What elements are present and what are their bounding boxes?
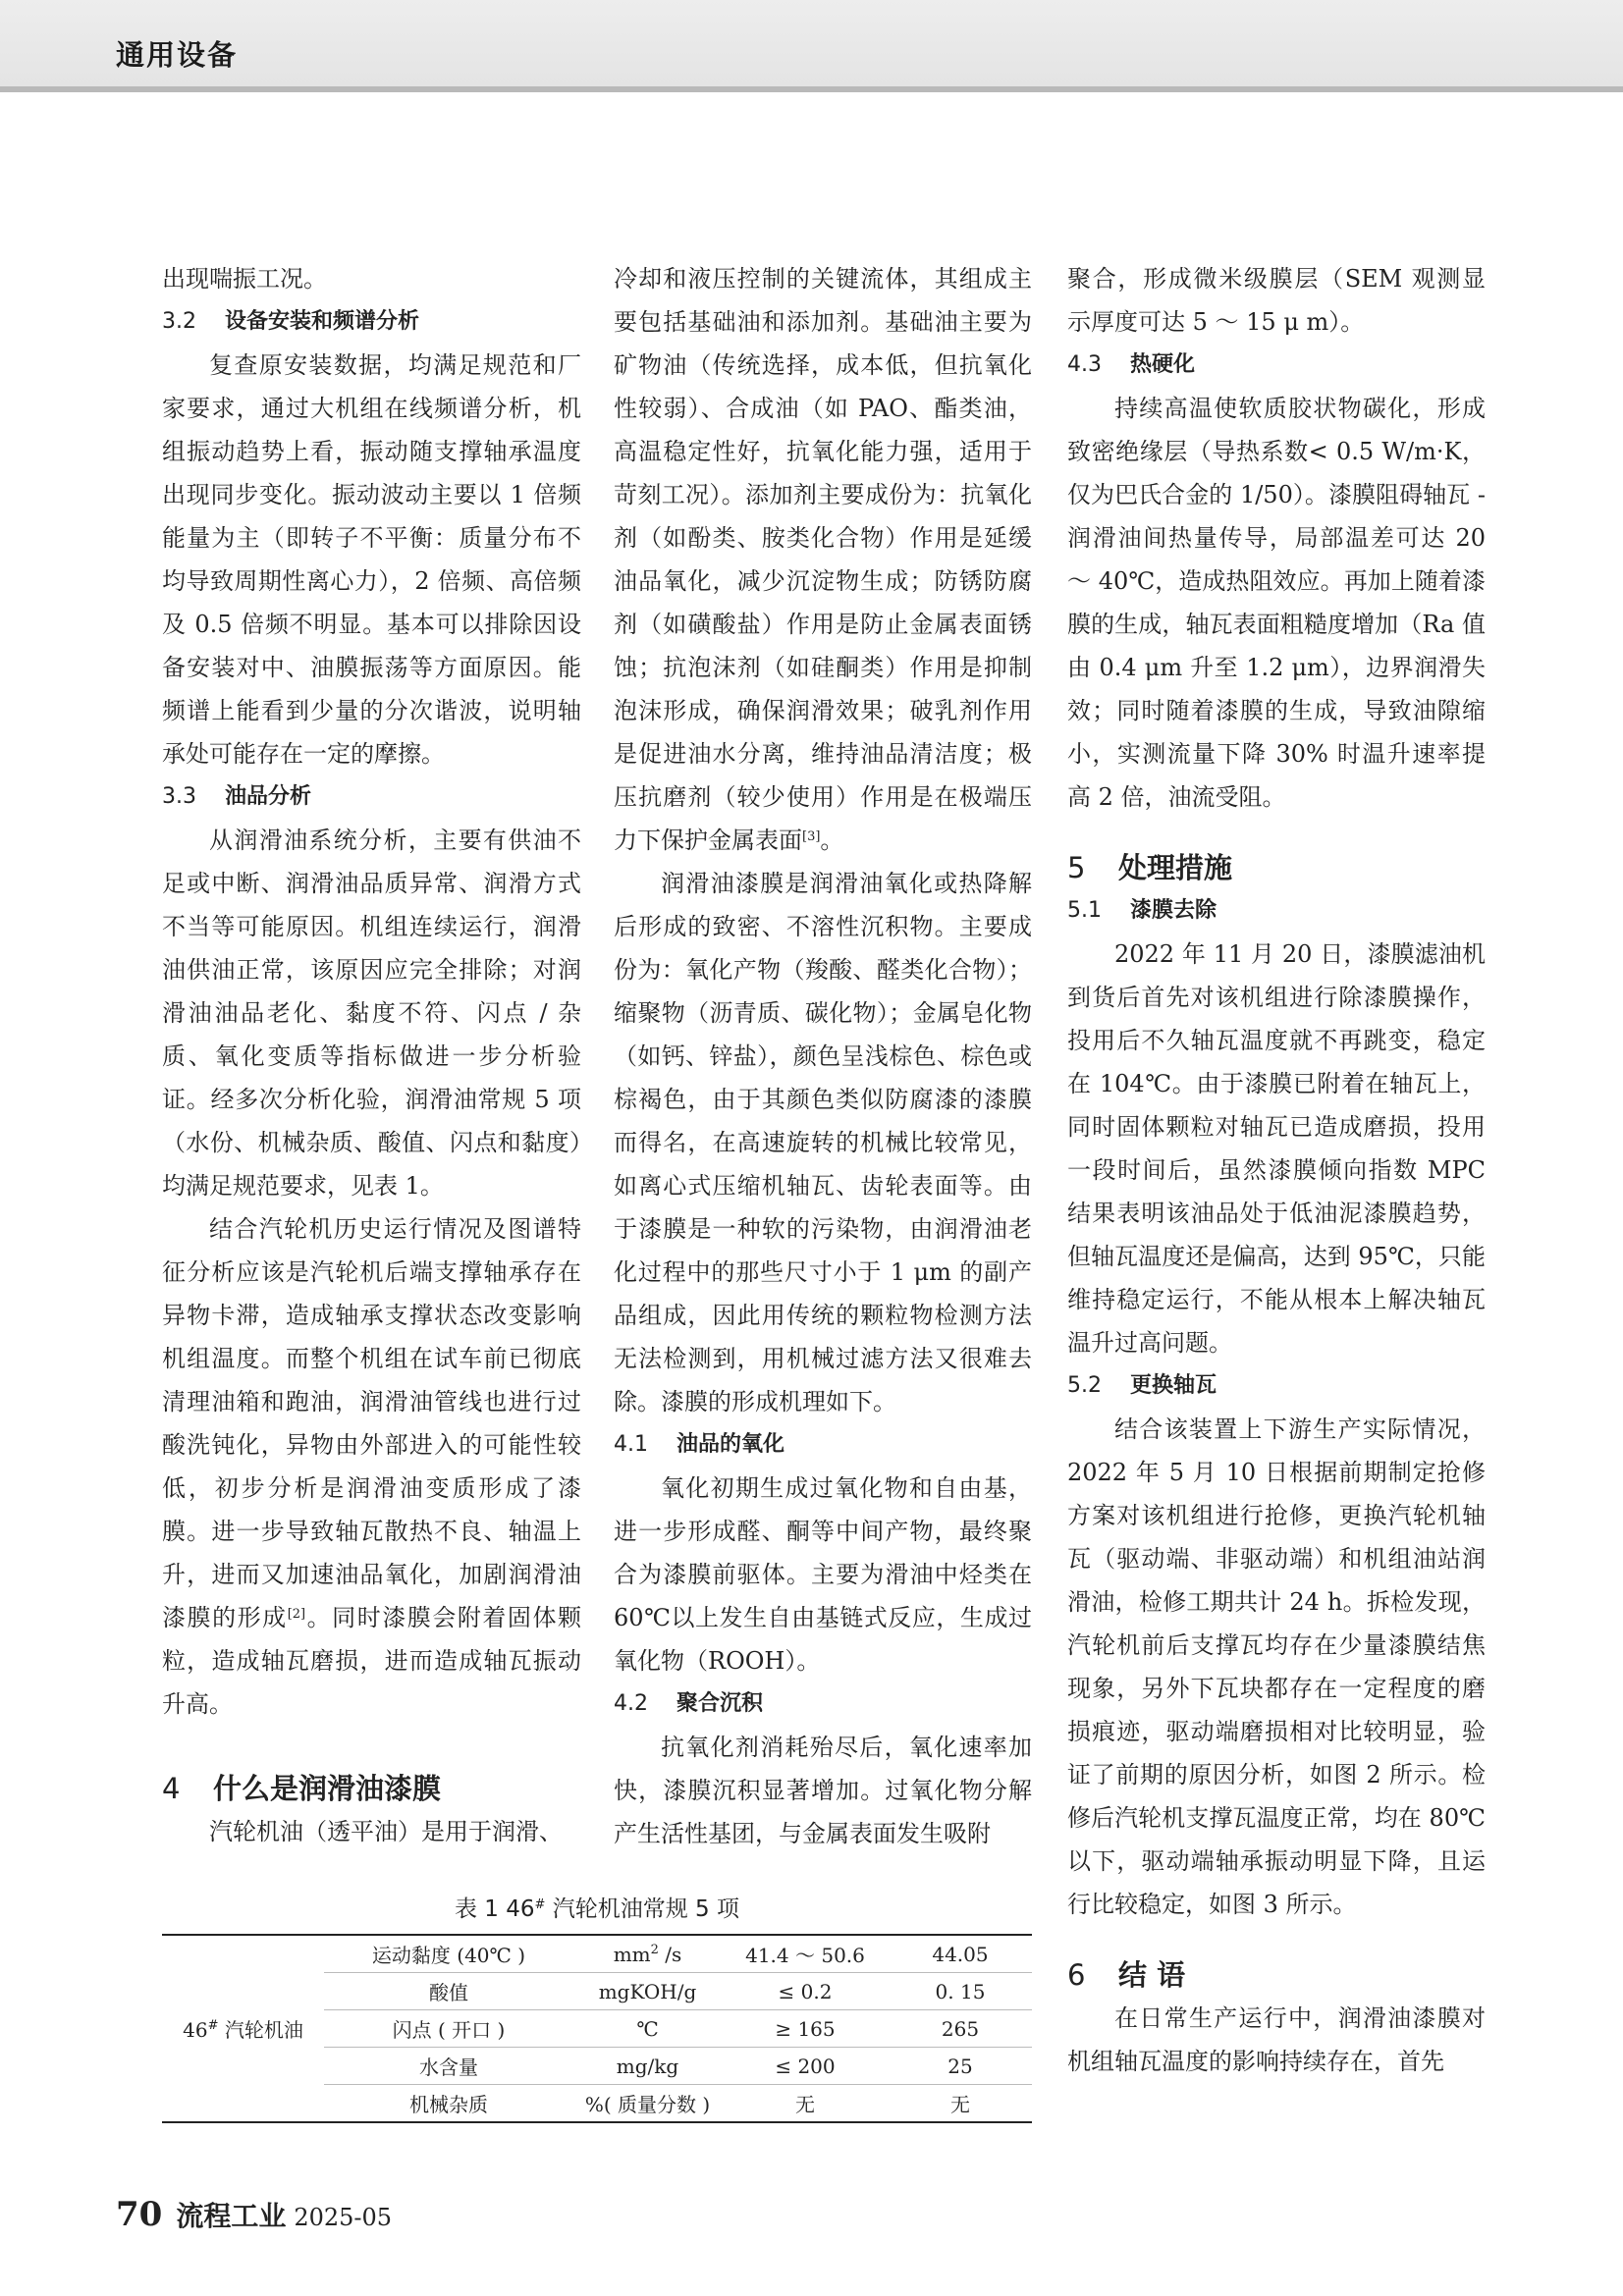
- table-group-label: 46# 汽轮机油: [162, 1935, 324, 2122]
- section-heading-5: 5 处理措施: [1067, 851, 1233, 884]
- table-cell-unit: %( 质量分数 ): [573, 2085, 722, 2123]
- paragraph: 冷却和液压控制的关键流体，其组成主要包括基础油和添加剂。基础油主要为矿物油（传统选择，成本低，但抗氧化性较弱）、合成油（如 PAO、酯类油，高温稳定性好，抗氧化能力强，适用于苛刻工况）。添加剂主要成份为：抗氧化剂（如酚类、胺类化合物）作用是延缓油品氧化，减少沉淀物生成；防锈防腐剂（如磺酸盐）作用是防止金属表面锈蚀；抗泡沫剂（如硅酮类）作用是抑制泡沫形成，确保润滑效果；破乳剂作用是促进油水分离，维持油品清洁度；极压抗磨剂（较少使用）作用是在极端压力下保护金属表面[3]。: [614, 265, 1032, 854]
- table-cell-value: 无: [889, 2085, 1032, 2123]
- table-cell-item: 水含量: [324, 2048, 573, 2085]
- section-heading-4: 4 什么是润滑油漆膜: [162, 1772, 442, 1805]
- header-bar: [0, 0, 1623, 92]
- section-heading-3-3: 3.3 油品分析: [162, 784, 312, 809]
- paragraph: 结合汽轮机历史运行情况及图谱特征分析应该是汽轮机后端支撑轴承存在异物卡滞，造成轴承支撑状态改变影响机组温度。而整个机组在试车前已彻底清理油箱和跑油，润滑油管线也进行过酸洗钝化，异物由外部进入的可能性较低，初步分析是润滑油变质形成了漆膜。进一步导致轴瓦散热不良、轴温上升，进而又加速油品氧化，加剧润滑油漆膜的形成[2]。同时漆膜会附着固体颗粒，造成轴瓦磨损，进而造成轴瓦振动升高。: [162, 1215, 582, 1718]
- paragraph: 润滑油漆膜是润滑油氧化或热降解后形成的致密、不溶性沉积物。主要成份为：氧化产物（羧酸、醛类化合物）；缩聚物（沥青质、碳化物）；金属皂化物（如钙、锌盐），颜色呈浅棕色、棕色或棕褐色，由于其颜色类似防腐漆的漆膜而得名，在高速旋转的机械比较常见，如离心式压缩机轴瓦、齿轮表面等。由于漆膜是一种软的污染物，由润滑油老化过程中的那些尺寸小于 1 μm 的副产品组成，因此用传统的颗粒物检测方法无法检测到，用机械过滤方法又很难去除。漆膜的形成机理如下。: [614, 870, 1032, 1415]
- table-cell-standard: ≤ 200: [722, 2048, 889, 2085]
- section-heading-3-2: 3.2 设备安装和频谱分析: [162, 309, 420, 334]
- paragraph: 在日常生产运行中，润滑油漆膜对机组轴瓦温度的影响持续存在，首先: [1067, 2004, 1486, 2075]
- table-cell-item: 闪点 ( 开口 ): [324, 2010, 573, 2048]
- paragraph: 汽轮机油（透平油）是用于润滑、: [209, 1818, 563, 1845]
- section-heading-5-2: 5.2 更换轴瓦: [1067, 1373, 1217, 1398]
- column-right: [1067, 257, 1486, 2083]
- table-cell-unit: mg/kg: [573, 2048, 722, 2085]
- issue-date: 2025-05: [294, 2204, 393, 2231]
- journal-name: 流程工业: [176, 2200, 287, 2232]
- table-cell-value: 265: [889, 2010, 1032, 2048]
- table-cell-unit: $mm^2$ /s: [573, 1935, 722, 1973]
- table-cell-unit: ℃: [573, 2010, 722, 2048]
- table-row: [162, 1935, 1032, 1973]
- page-number: 70: [116, 2195, 163, 2234]
- table-cell-standard: ≥ 165: [722, 2010, 889, 2048]
- section-title: 通用设备: [116, 38, 239, 72]
- paragraph: 2022 年 11 月 20 日，漆膜滤油机到货后首先对该机组进行除漆膜操作，投用后不久轴瓦温度就不再跳变，稳定在 104℃。由于漆膜已附着在轴瓦上，同时固体颗粒对轴瓦已造成磨损，投用一段时间后，虽然漆膜倾向指数 MPC 结果表明该油品处于低油泥漆膜趋势，但轴瓦温度还是偏高，达到 95℃，只能维持稳定运行，不能从根本上解决轴瓦温升过高问题。: [1067, 940, 1486, 1357]
- section-heading-5-1: 5.1 漆膜去除: [1067, 898, 1217, 923]
- section-heading-4-2: 4.2 聚合沉积: [614, 1691, 764, 1716]
- citation: [2]: [287, 1607, 306, 1622]
- table-cell-standard: ≤ 0.2: [722, 1973, 889, 2010]
- paragraph: 持续高温使软质胶状物碳化，形成致密绝缘层（导热系数< 0.5 W/m·K，仅为巴氏合金的 1/50）。漆膜阻碍轴瓦 - 润滑油间热量传导，局部温差可达 20 ～ 40℃，造成热阻效应。再加上随着漆膜的生成，轴瓦表面粗糙度增加（Ra 值由 0.4 μm 升至 1.2 μm），边界润滑失效；同时随着漆膜的生成，导致油隙缩小，实测流量下降 30% 时温升速率提高 2 倍，油流受阻。: [1067, 395, 1486, 811]
- paragraph: 抗氧化剂消耗殆尽后，氧化速率加快，漆膜沉积显著增加。过氧化物分解产生活性基团，与金属表面发生吸附: [614, 1734, 1032, 1847]
- paragraph: 复查原安装数据，均满足规范和厂家要求，通过大机组在线频谱分析，机组振动趋势上看，振动随支撑轴承温度出现同步变化。振动波动主要以 1 倍频能量为主（即转子不平衡：质量分布不均导致周期性离心力），2 倍频、高倍频及 0.5 倍频不明显。基本可以排除因设备安装对中、油膜振荡等方面原因。能频谱上能看到少量的分次谐波，说明轴承处可能存在一定的摩擦。: [162, 351, 581, 768]
- table-cell-value: 25: [889, 2048, 1032, 2085]
- citation: [3]: [802, 829, 821, 844]
- column-middle: [614, 257, 1032, 1855]
- table-caption: 表 1 46# 汽轮机油常规 5 项: [454, 1896, 739, 1922]
- table-cell-item: 机械杂质: [324, 2085, 573, 2123]
- section-heading-4-3: 4.3 热硬化: [1067, 352, 1196, 377]
- paragraph: 结合该装置上下游生产实际情况，2022 年 5 月 10 日根据前期制定抢修方案对该机组进行抢修，更换汽轮机轴瓦（驱动端、非驱动端）和机组油站润滑油，检修工期共计 24 h。拆检发现，汽轮机前后支撑瓦均存在少量漆膜结焦现象，另外下瓦块都存在一定程度的磨损痕迹，驱动端磨损相对比较明显，验证了前期的原因分析，如图 2 所示。检修后汽轮机支撑瓦温度正常，均在 80℃以下，驱动端轴承振动明显下降，且运行比较稳定，如图 3 所示。: [1067, 1415, 1486, 1918]
- table-cell-standard: 无: [722, 2085, 889, 2123]
- paragraph: 聚合，形成微米级膜层（SEM 观测显示厚度可达 5 ～ 15 μ m）。: [1067, 265, 1486, 336]
- table-cell-standard: 41.4 ～ 50.6: [722, 1935, 889, 1973]
- section-heading-6: 6 结 语: [1067, 1958, 1186, 1992]
- table-cell-value: 0. 15: [889, 1973, 1032, 2010]
- column-left: [162, 257, 581, 1853]
- paragraph: 出现喘振工况。: [162, 265, 327, 293]
- table-cell-item: 运动黏度 (40℃ ): [324, 1935, 573, 1973]
- paragraph: 氧化初期生成过氧化物和自由基，进一步形成醛、酮等中间产物，最终聚合为漆膜前驱体。主要为滑油中烃类在 60℃以上发生自由基链式反应，生成过氧化物（ROOH）。: [614, 1474, 1032, 1675]
- section-heading-4-1: 4.1 油品的氧化: [614, 1432, 785, 1457]
- paragraph: 从润滑油系统分析，主要有供油不足或中断、润滑油品质异常、润滑方式不当等可能原因。机组连续运行，润滑油供油正常，该原因应完全排除；对润滑油油品老化、黏度不符、闪点 / 杂质、氧化变质等指标做进一步分析验证。经多次分析化验，润滑油常规 5 项（水份、机械杂质、酸值、闪点和黏度）均满足规范要求，见表 1。: [162, 827, 581, 1200]
- page-footer: [116, 2195, 392, 2234]
- table-cell-unit: mgKOH/g: [573, 1973, 722, 2010]
- table-cell-item: 酸值: [324, 1973, 573, 2010]
- oil-properties-table: [162, 1934, 1032, 2123]
- table-cell-value: 44.05: [889, 1935, 1032, 1973]
